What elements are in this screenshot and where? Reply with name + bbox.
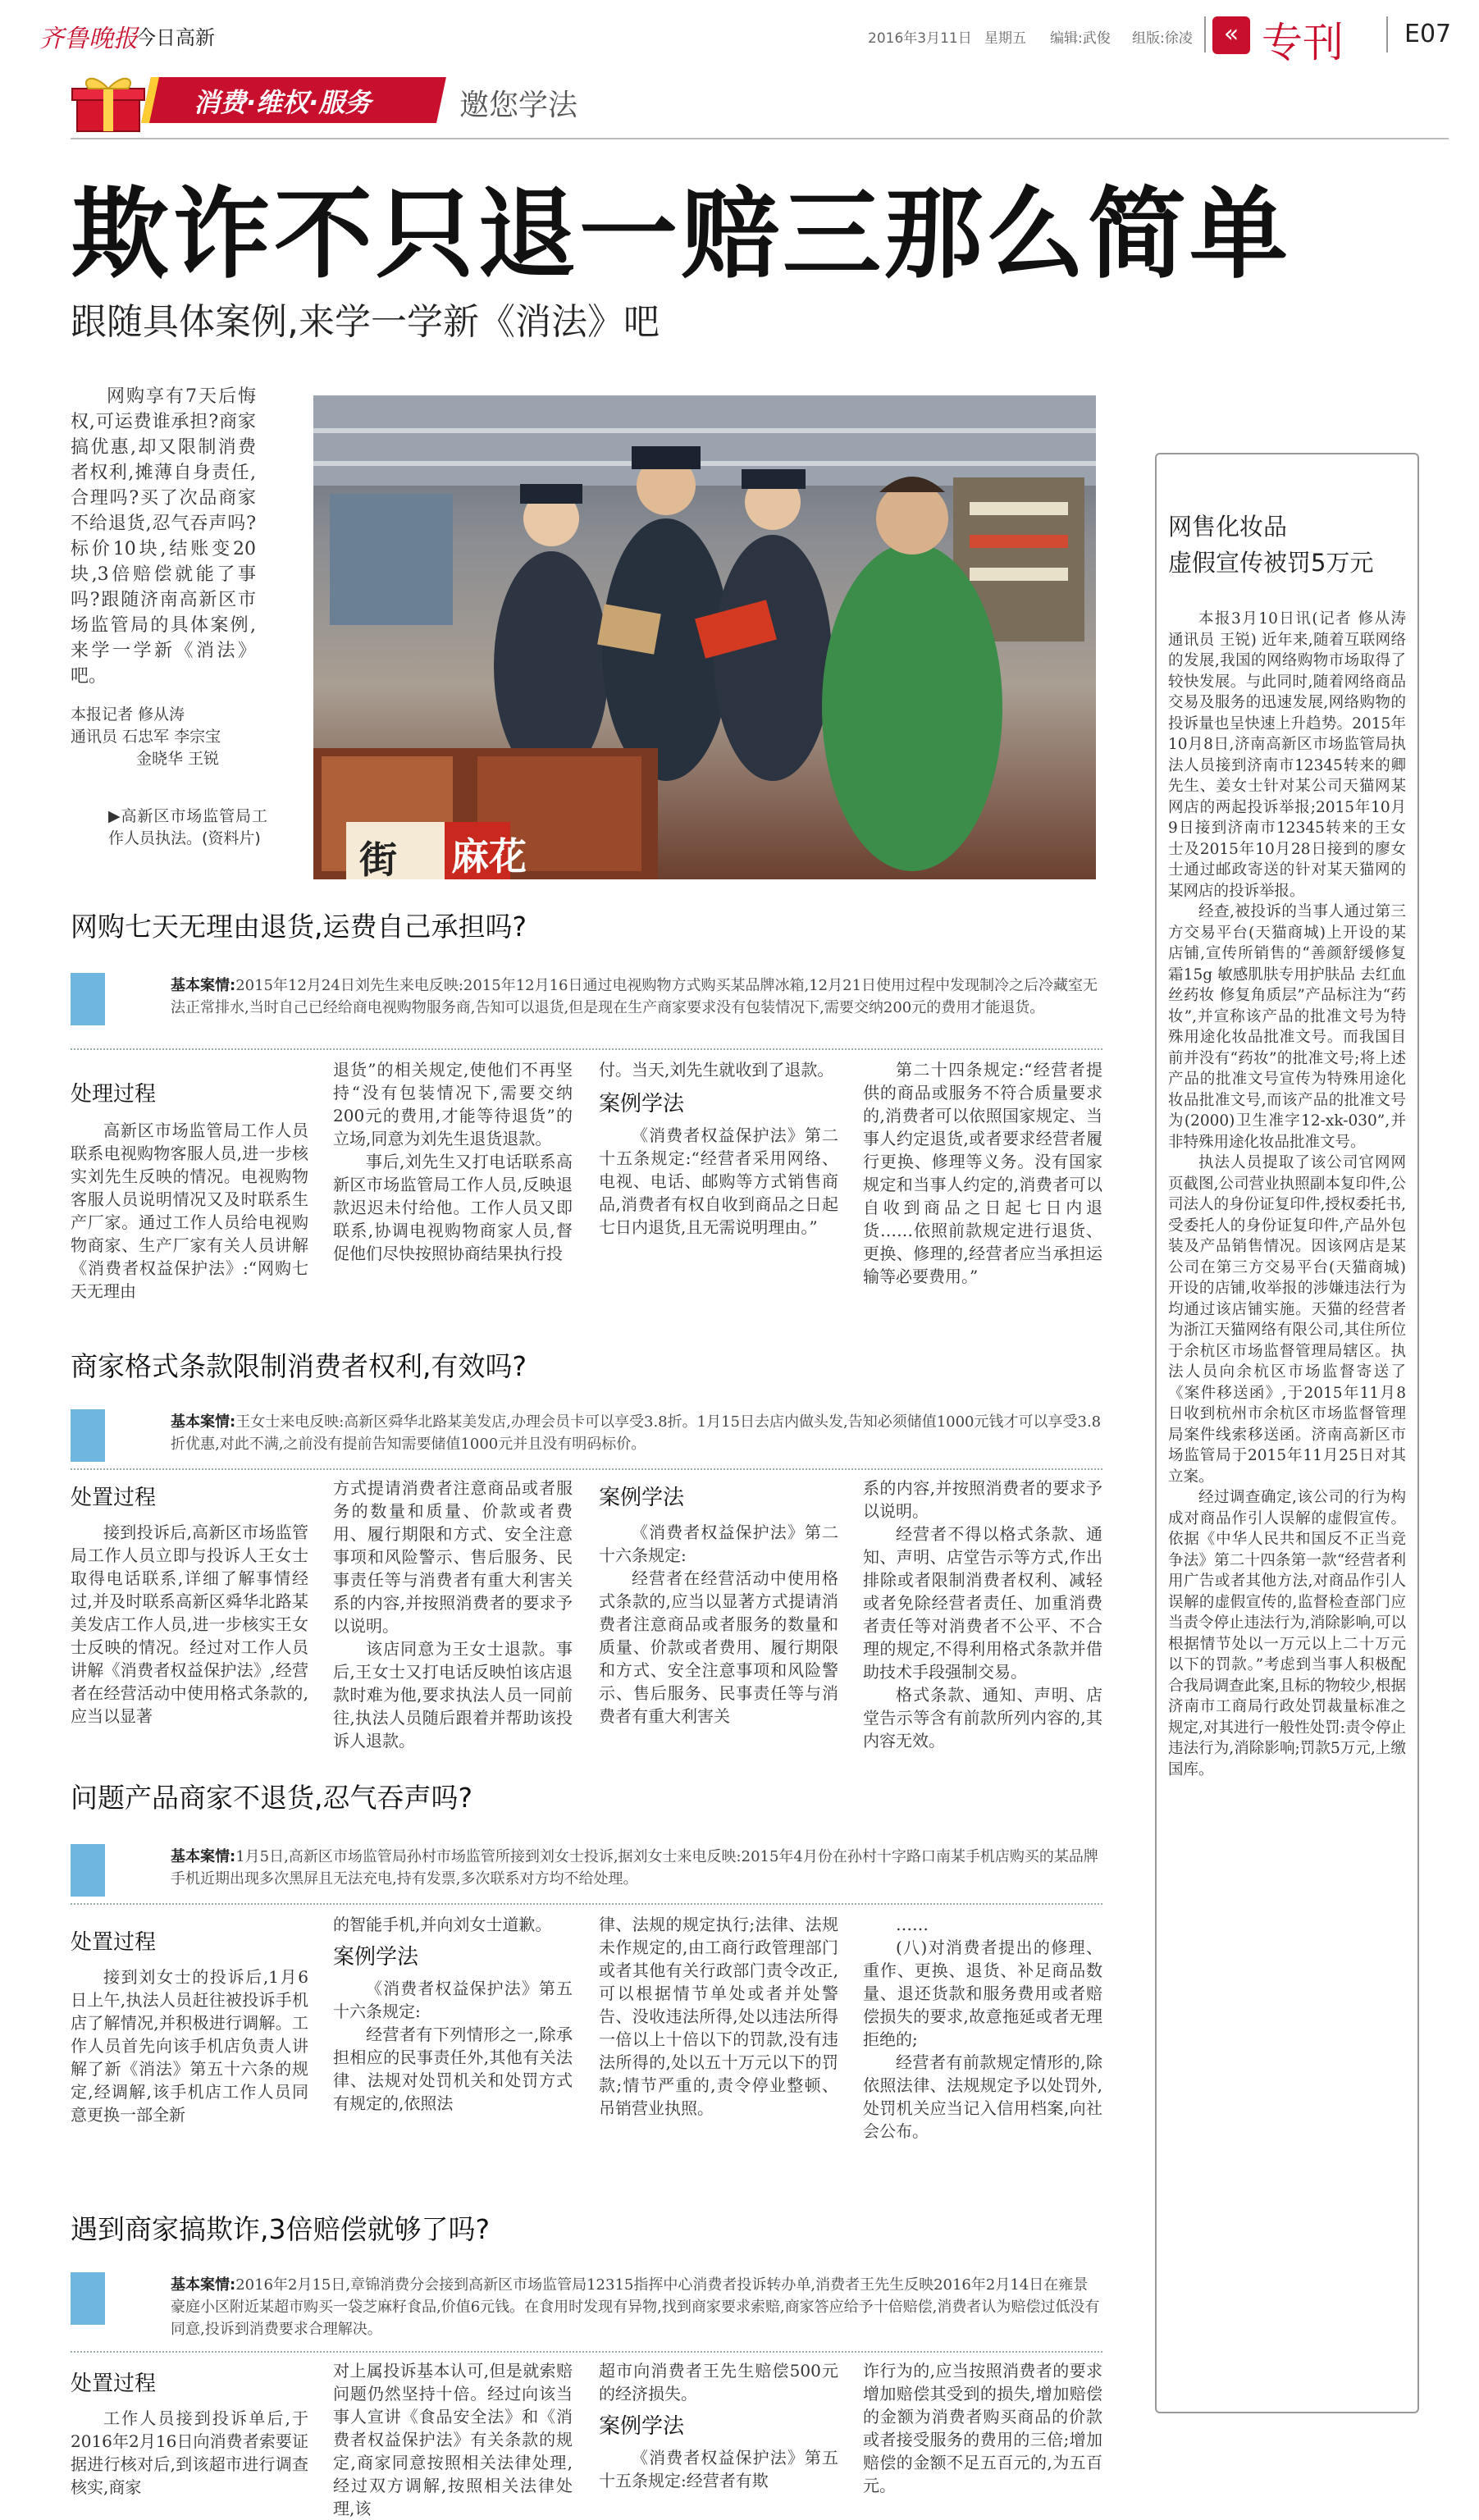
photo [313,395,1096,882]
newspaper-logo: 齐鲁晚报 [39,25,138,53]
sidebar-text: 本报3月10日讯(记者 修从涛 通讯员 王锐) 近年来,随着互联网络的发展,我国的网络购物市场取得了较快发展。与此同时,随着网络商品交易及服务的迅速发展,网络购物的投诉量也呈快速上升趋势。2015年10月8日,济南高新区市场监管局执法人员接到济南市12345转来的卿先生、姜女士针对某公司天猫网某网店的两起投诉举报;2015年10月9日接到济南市12345转来的王女士及2015年10月28日接到的廖女士通过邮政寄送的针对某天猫网的某网店的投诉举报。 经查,被投诉的当事人通过第三方交易平台(天猫商城)上开设的某店铺,宣传所销售的“善颜舒缓修复霜15g 敏感肌肤专用护肤品 去红血丝药妆 修复角质层”产品标注为“药妆”,并宣称该产品的批准文号为特殊用途化妆品批准文号。而我国目前并没有“药妆”的批准文号;将上述产品的批准文号宣传为特殊用途化妆品批准文号,而该产品的批准文号为(2000)卫生准字12-xk-030”,并非特殊用途化妆品批准文号。 执法人员提取了该公司官网网页截图,公司营业执照副本复印件,公司法人的身份证复印件,授权委托书,受委托人的身份证复印件,产品外包装及产品销售情况。因该网店是某公司在第三方交易平台(天猫商城)开设的店铺,收举报的涉嫌违法行为均通过该店铺实施。天猫的经营者为浙江天猫网络有限公司,其住所位于余杭区市场监督管理局辖区。执法人员向余杭区市场监督寄送了《案件移送函》,于2015年11月8日收到杭州市余杭区市场监督管理局案件线索移送函。济南高新区市场监管局于2015年11月25日对其立案。 经过调查确定,该公司的行为构成对商品作引人误解的虚假宣传。依据《中华人民共和国反不正当竞争法》第二十四条第一款“经营者利用广告或者其他方法,对商品作引人误解的虚假宣传的,监督检查部门应当责令停止违法行为,消除影响,可以根据情节处以一万元以上二十万元以下的罚款。”考虑到当事人积极配合我局调查此案,且标的物较少,根据济南市工商局行政处罚裁量标准之规定,对其进行一般性处罚:责令停止违法行为,消除影响;罚款5万元,上缴国库。 [1168,610,1406,1778]
section-1-col-2: 退货”的相关规定,使他们不再坚持“没有包装情况下,需要交纳200元的费用,才能等待退货”的立场,同意为刘先生退货退款。 事后,刘先生又打电话联系高新区市场监管局工作人员,反映退款迟迟未付给他。工作人员又即联系,协调电视购物商家人员,督促他们尽快按照协商结果执行投 [333,1060,573,1263]
section-2-col-1: 处置过程 接到投诉后,高新区市场监管局工作人员立即与投诉人王女士取得电话联系,详细了解事情经过,并及时联系高新区舜华北路某美发店工作人员,进一步核实王女士反映的情况。经过对工作人员讲解《消费者权益保护法》,经营者在经营活动中使用格式条款的,应当以显著 [71,1486,308,1726]
divider [71,1468,1102,1470]
gift-box-icon [69,71,148,135]
section-4-col-2: 对上属投诉基本认可,但是就索赔问题仍然坚持十倍。经过向该当事人宣讲《食品安全法》和《消费者权益保护法》有关条款的规定,商家同意按照相关法律处理,经过双方调解,按照相关法律处理,该 [333,2361,573,2518]
section-3-col-1: 处置过程 接到刘女士的投诉后,1月6日上午,执法人员赶往被投诉手机店了解情况,并积极进行调解。工作人员首先向该手机店负责人讲解了新《消法》第五十六条的规定,经调解,该手机店工作人员同意更换一部全新 [71,1930,308,2125]
issue-date: 2016年3月11日 [868,30,972,47]
section-1-title: 网购七天无理由退货,运费自己承担吗? [71,911,527,943]
photo-shop-text: 街 [359,838,397,882]
divider [71,1048,1102,1050]
section-3-title: 问题产品商家不退货,忍气吞声吗? [71,1782,473,1814]
section-2-col-3: 案例学法 《消费者权益保护法》第二十六条规定: 经营者在经营活动中使用格式条款的,应当以显著方式提请消费者注意商品或者服务的数量和质量、价款或者费用、履行期限和方式、安全注意事项和风险警示、售后服务、民事责任等与消费者有重大利害关 [599,1486,838,1726]
banner-slogan: 邀您学法 [459,89,578,122]
headline: 欺诈不只退一赔三那么简单 [71,178,1291,292]
accent-bar [71,2272,105,2325]
divider [1386,16,1388,52]
divider [1204,16,1206,52]
accent-bar [71,1844,105,1897]
section-4-col-4: 诈行为的,应当按照消费者的要求增加赔偿其受到的损失,增加赔偿的金额为消费者购买商品的价款或者接受服务的费用的三倍;增加赔偿的金额不足五百元的,为五百元。 [863,2361,1102,2495]
banner-rule [71,138,1449,139]
section-1-col-1: 处理过程 高新区市场监管局工作人员联系电视购物客服人员,进一步核实刘先生反映的情况。电视购物客服人员说明情况又及时联系生产厂家。通过工作人员给电视购物商家、生产厂家有关人员讲解《消费者权益保护法》:“网购七天无理由 [71,1082,308,1301]
section-2-basic: 基本案情:王女士来电反映:高新区舜华北路某美发店,办理会员卡可以享受3.8折。1月15日去店内做头发,告知必须储值1000元钱才可以享受3.8折优惠,对此不满,之前没有提前告知需要储值1000元并且没有明码标价。 [71,1408,1102,1460]
section-4-col-3: 超市向消费者王先生赔偿500元的经济损失。 案例学法 《消费者权益保护法》第五十五条规定:经营者有欺 [599,2361,838,2490]
section-name: 今日高新 [136,26,215,49]
banner-tag-text: 消费·维权·服务 [194,87,372,118]
sidebar-title-1: 网售化妆品 [1168,513,1288,541]
section-4-title: 遇到商家搞欺诈,3倍赔偿就够了吗? [71,2213,491,2245]
section-4-col-1: 处置过程 工作人员接到投诉单后,于2016年2月16日向消费者索要证据进行核对后,到该超市进行调查核实,商家 [71,2372,308,2497]
page-number: E07 [1404,20,1452,48]
editor: 编辑:武俊 [1050,30,1111,47]
section-1-col-4: 第二十四条规定:“经营者提供的商品或服务不符合质量要求的,消费者可以依照国家规定、当事人约定退货,或者要求经营者履行更换、修理等义务。没有国家规定和当事人约定的,消费者可以自收到商品之日起七日内退货……依照前款规定进行退货、更换、修理的,经营者应当承担运输等必要费用。” [863,1060,1102,1286]
photo-caption: ▶高新区市场监管局工作人员执法。(资料片) [108,807,267,847]
section-2-title: 商家格式条款限制消费者权利,有效吗? [71,1350,527,1382]
divider [71,2351,1102,2353]
accent-bar [71,1409,105,1462]
zhuankan-label: 专刊 [1262,19,1344,66]
lead-text: 网购享有7天后悔权,可运费谁承担?商家搞优惠,却又限制消费者权利,摊薄自身责任,合理吗?买了次品商家不给退货,忍气吞声吗?标价10块,结账变20块,3倍赔偿就能了事吗?跟随济南高新区市场监管局的具体案例,来学一学新《消法》吧。 [71,386,256,687]
accent-bar [71,973,105,1025]
section-3-col-4: …… (八)对消费者提出的修理、重作、更换、退货、补足商品数量、退还货款和服务费用或者赔偿损失的要求,故意拖延或者无理拒绝的; 经营者有前款规定情形的,除依照法律、法规规定予以处罚外,处罚机关应当记入信用档案,向社会公布。 [863,1915,1102,2141]
lead-byline: 本报记者 修从涛 通讯员 石忠军 李宗宝 金晓华 王锐 [71,705,221,768]
section-2-col-4: 系的内容,并按照消费者的要求予以说明。 经营者不得以格式条款、通知、声明、店堂告示等方式,作出排除或者限制消费者权利、减轻或者免除经营者责任、加重消费者责任等对消费者不公平、不合理的规定,不得利用格式条款并借助技术手段强制交易。 格式条款、通知、声明、店堂告示等含有前款所列内容的,其内容无效。 [863,1478,1102,1751]
section-3-col-3: 律、法规的规定执行;法律、法规未作规定的,由工商行政管理部门或者其他有关行政部门责令改正,可以根据情节单处或者并处警告、没收违法所得,处以违法所得一倍以上十倍以下的罚款,没有违法所得的,处以五十万元以下的罚款;情节严重的,责令停业整顿、吊销营业执照。 [599,1915,838,2118]
section-4-basic: 基本案情:2016年2月15日,章锦消费分会接到高新区市场监管局12315指挥中心消费者投诉转办单,消费者王先生反映2016年2月14日在雍景豪庭小区附近某超市购买一袋芝麻籽食品,价值6元钱。在食用时发现有异物,找到商家要求索赔,商家答应给予十倍赔偿,消费者认为赔偿过低没有同意,投诉到消费要求合理解决。 [71,2271,1102,2345]
issue-weekday: 星期五 [984,30,1026,47]
divider [71,1903,1102,1905]
double-chevron-icon: « [1212,16,1250,54]
section-3-basic: 基本案情:1月5日,高新区市场监管局孙村市场监管所接到刘女士投诉,据刘女士来电反映:2015年4月份在孙村十字路口南某手机店购买的某品牌手机近期出现多次黑屏且无法充电,持有发票,多次联系对方均不给处理。 [71,1842,1102,1895]
section-2-col-2: 方式提请消费者注意商品或者服务的数量和质量、价款或者费用、履行期限和方式、安全注意事项和风险警示、售后服务、民事责任等与消费者有重大利害关系的内容,并按照消费者的要求予以说明。 该店同意为王女士退款。事后,王女士又打电话反映怕该店退款时难为他,要求执法人员一同前往,执法人员随后跟着并帮助该投诉人退款。 [333,1478,573,1751]
sidebar-title-2: 虚假宣传被罚5万元 [1168,549,1374,577]
photo-sign-text: 麻花 [451,834,527,879]
section-1-col-3: 付。当天,刘先生就收到了退款。 案例学法 《消费者权益保护法》第二十五条规定:“经营者采用网络、电视、电话、邮购等方式销售商品,消费者有权自收到商品之日起七日内退货,且无需说明理由。” [599,1060,838,1237]
section-3-col-2: 的智能手机,并向刘女士道歉。 案例学法 《消费者权益保护法》第五十六条规定: 经营者有下列情形之一,除承担相应的民事责任外,其他有关法律、法规对处罚机关和处罚方式有规定的,依照法 [333,1915,573,2113]
subheadline: 跟随具体案例,来学一学新《消法》吧 [71,301,660,343]
masthead [0,0,1479,66]
section-1-basic: 基本案情:2015年12月24日刘先生来电反映:2015年12月16日通过电视购物方式购买某品牌冰箱,12月21日使用过程中发现制冷之后冷藏室无法正常排水,当时自己已经给商电视购物服务商,告知可以退货,但是现在生产商家要求没有包装情况下,需要交纳200元的费用才能退货。 [71,971,1102,1024]
layout-editor: 组版:徐凌 [1132,30,1193,47]
